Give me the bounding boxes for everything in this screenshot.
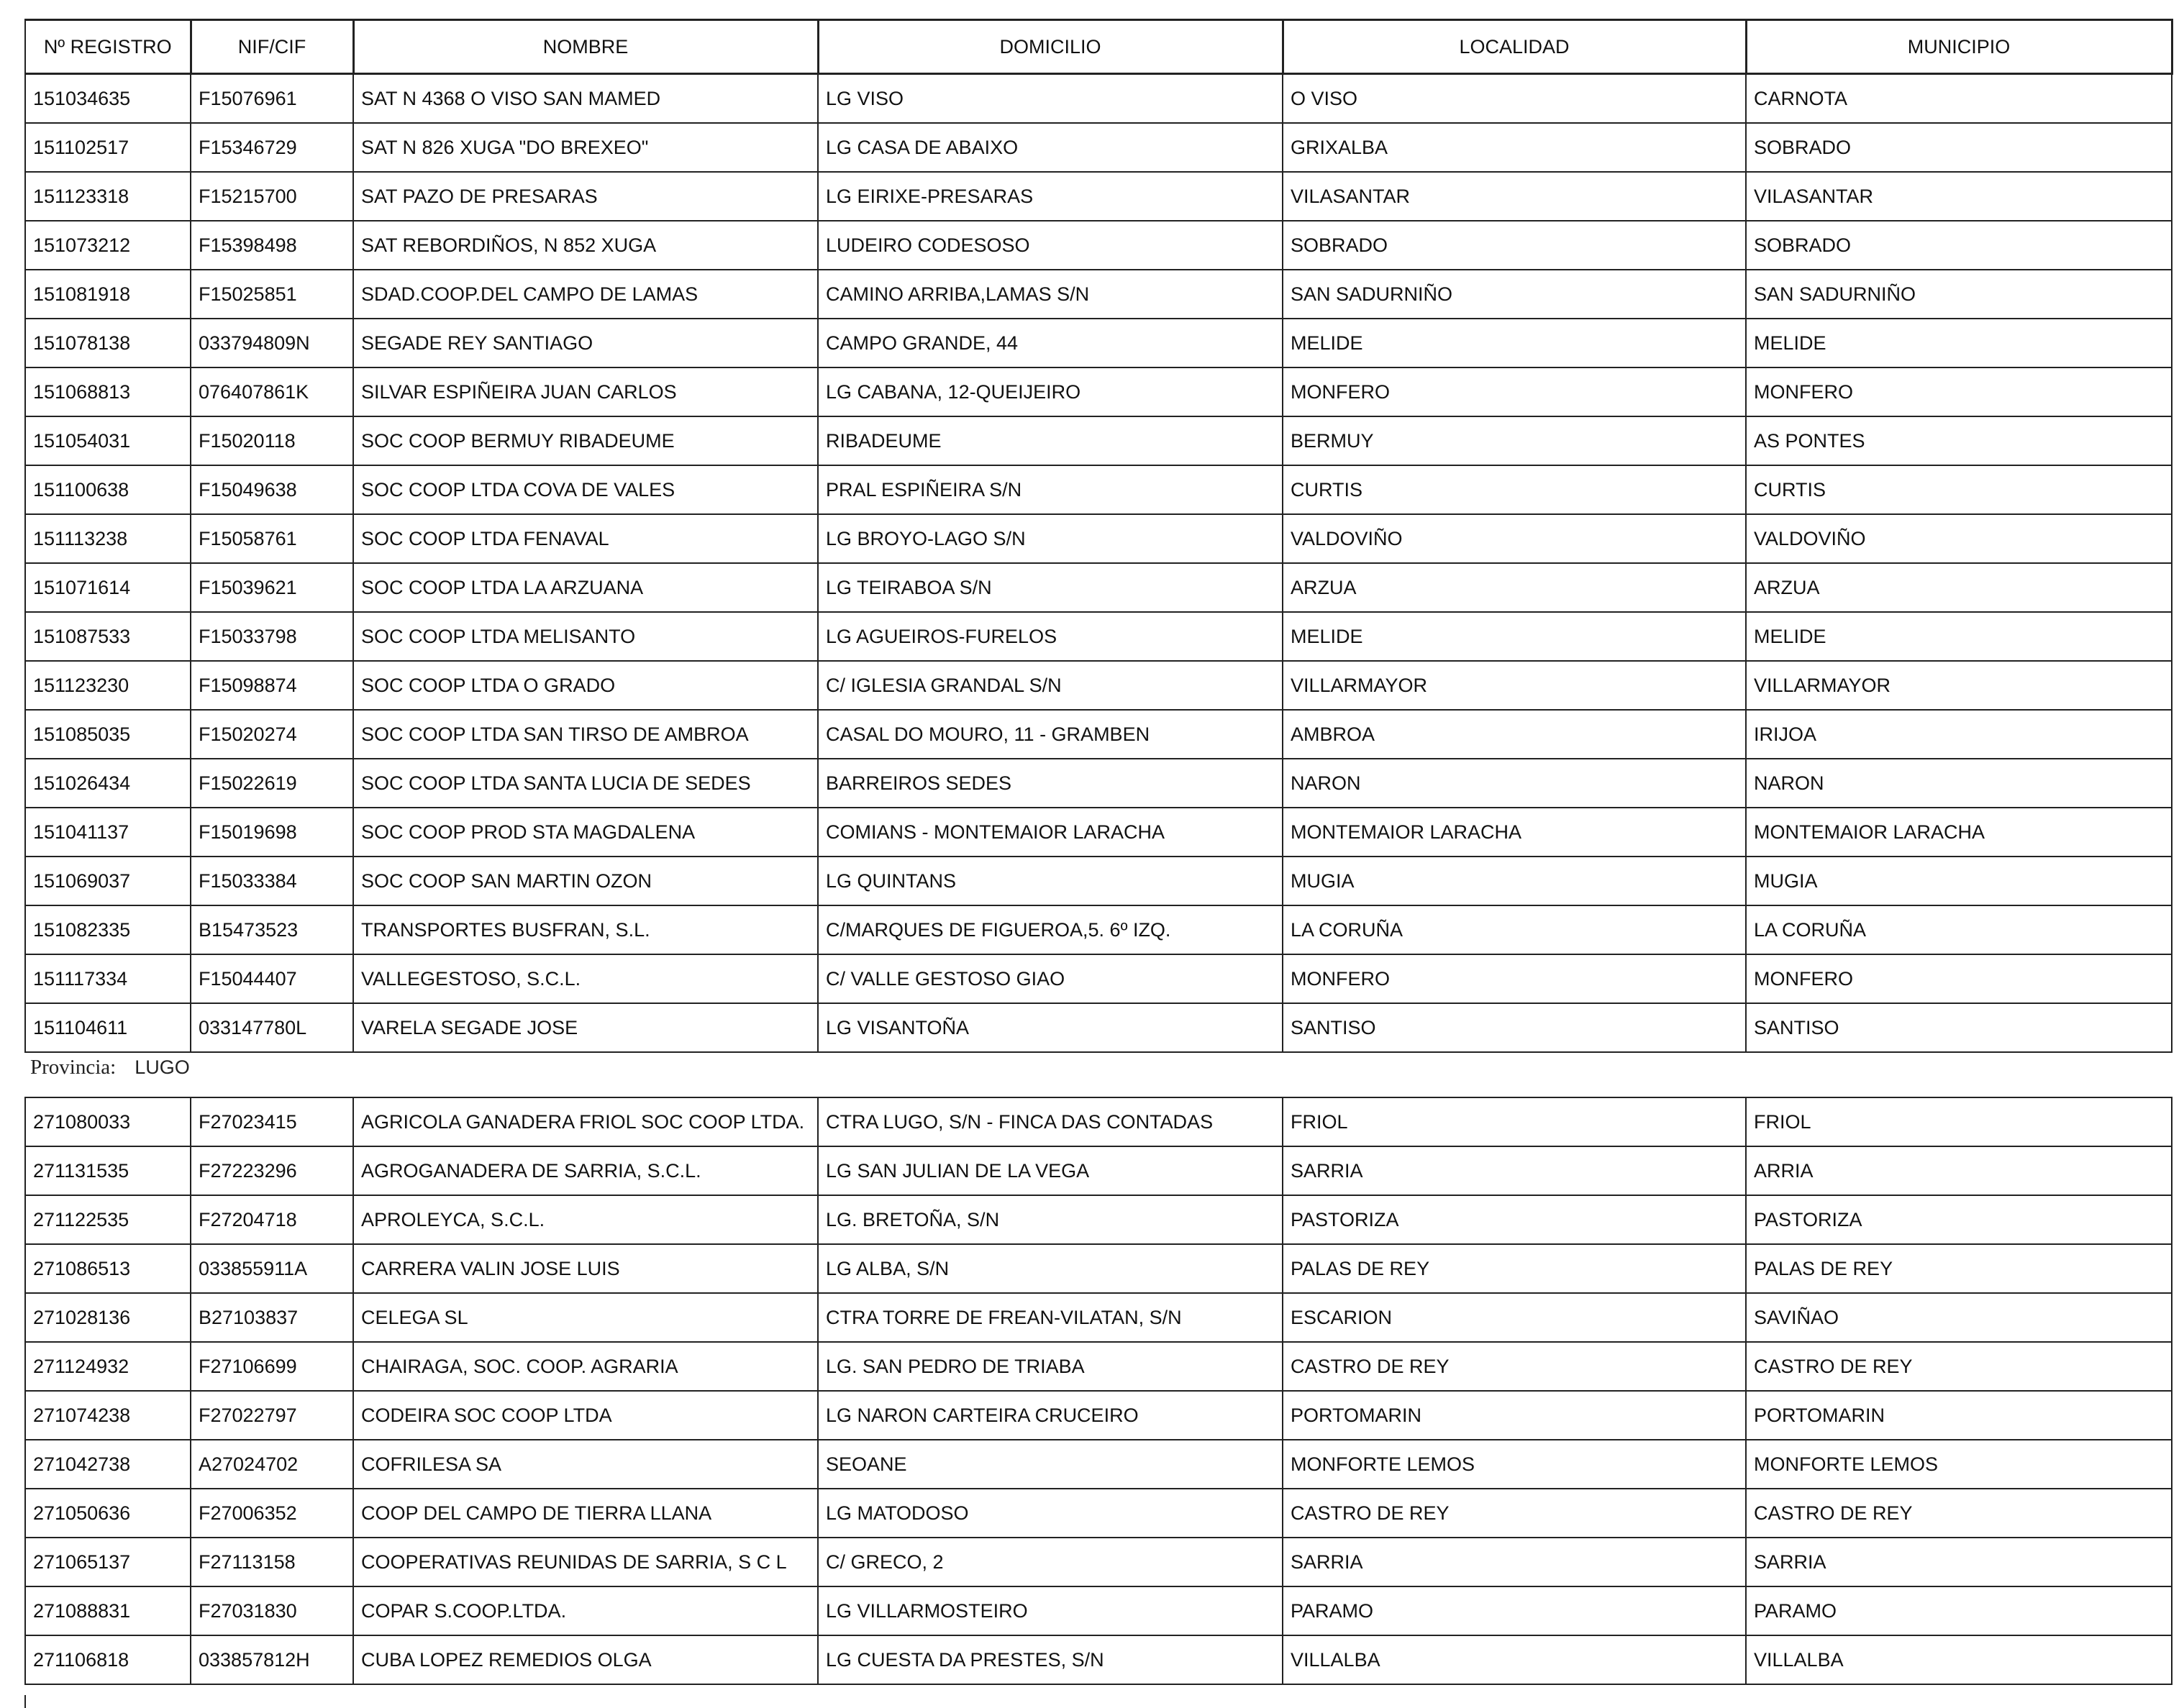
cell-registro: 151104611 xyxy=(25,1003,191,1052)
cell-nif: 033794809N xyxy=(191,319,353,367)
cell-registro: 151041137 xyxy=(25,808,191,857)
cell-localidad: ESCARION xyxy=(1283,1293,1746,1342)
cell-registro: 151117334 xyxy=(25,954,191,1003)
cell-registro: 271028136 xyxy=(25,1293,191,1342)
cell-domicilio: CAMPO GRANDE, 44 xyxy=(818,319,1283,367)
cell-domicilio: CTRA TORRE DE FREAN-VILATAN, S/N xyxy=(818,1293,1283,1342)
table-row xyxy=(25,710,2172,759)
cell-registro: 151087533 xyxy=(25,612,191,661)
cell-domicilio: LG VILLARMOSTEIRO xyxy=(818,1586,1283,1635)
cell-nif: F15020118 xyxy=(191,416,353,465)
table-row xyxy=(25,221,2172,270)
cell-nif: F15058761 xyxy=(191,514,353,563)
cell-domicilio: LG VISO xyxy=(818,74,1283,124)
cell-municipio: CASTRO DE REY xyxy=(1746,1489,2172,1538)
cell-registro: 271086513 xyxy=(25,1244,191,1293)
cell-nombre: TRANSPORTES BUSFRAN, S.L. xyxy=(353,905,818,954)
cell-registro: 151100638 xyxy=(25,465,191,514)
header-municipio: MUNICIPIO xyxy=(1746,20,2172,74)
cell-municipio: NARON xyxy=(1746,759,2172,808)
cell-registro: 151082335 xyxy=(25,905,191,954)
cell-nif: F27204718 xyxy=(191,1195,353,1244)
cell-localidad: BERMUY xyxy=(1283,416,1746,465)
cell-localidad: VILASANTAR xyxy=(1283,172,1746,221)
cell-nombre: AGROGANADERA DE SARRIA, S.C.L. xyxy=(353,1146,818,1195)
cell-localidad: PALAS DE REY xyxy=(1283,1244,1746,1293)
table-row xyxy=(25,1391,2172,1440)
cell-localidad: CASTRO DE REY xyxy=(1283,1342,1746,1391)
cell-municipio: MONFERO xyxy=(1746,367,2172,416)
cell-municipio: IRIJOA xyxy=(1746,710,2172,759)
cell-registro: 271131535 xyxy=(25,1146,191,1195)
province-value: LUGO xyxy=(135,1056,190,1078)
cell-nif: F27031830 xyxy=(191,1586,353,1635)
cell-nombre: SDAD.COOP.DEL CAMPO DE LAMAS xyxy=(353,270,818,319)
cell-municipio: SARRIA xyxy=(1746,1538,2172,1586)
cell-registro: 151081918 xyxy=(25,270,191,319)
cell-domicilio: COMIANS - MONTEMAIOR LARACHA xyxy=(818,808,1283,857)
table-row xyxy=(25,123,2172,172)
cell-nif: A27024702 xyxy=(191,1440,353,1489)
table-continuation xyxy=(24,1695,2172,1708)
table-row xyxy=(25,954,2172,1003)
cell-registro: 271050636 xyxy=(25,1489,191,1538)
cell-domicilio: LG AGUEIROS-FURELOS xyxy=(818,612,1283,661)
cell-registro: 271074238 xyxy=(25,1391,191,1440)
cell-domicilio: LG TEIRABOA S/N xyxy=(818,563,1283,612)
cell-municipio: MELIDE xyxy=(1746,319,2172,367)
cell-registro: 151085035 xyxy=(25,710,191,759)
cell-domicilio: LG ALBA, S/N xyxy=(818,1244,1283,1293)
cell-registro: 271065137 xyxy=(25,1538,191,1586)
table-row xyxy=(25,1293,2172,1342)
cell-nombre: SOC COOP LTDA COVA DE VALES xyxy=(353,465,818,514)
cell-nombre: COOPERATIVAS REUNIDAS DE SARRIA, S C L xyxy=(353,1538,818,1586)
table-row xyxy=(25,172,2172,221)
cell-registro: 151071614 xyxy=(25,563,191,612)
cell-nif: F15025851 xyxy=(191,270,353,319)
table-row xyxy=(25,1538,2172,1586)
cell-nif: F15019698 xyxy=(191,808,353,857)
table-row xyxy=(25,1342,2172,1391)
cell-registro: 151102517 xyxy=(25,123,191,172)
cell-nif: 033147780L xyxy=(191,1003,353,1052)
cell-municipio: MONFERO xyxy=(1746,954,2172,1003)
cell-registro: 151026434 xyxy=(25,759,191,808)
header-registro: Nº REGISTRO xyxy=(25,20,191,74)
cell-municipio: CURTIS xyxy=(1746,465,2172,514)
cell-nombre: CUBA LOPEZ REMEDIOS OLGA xyxy=(353,1635,818,1684)
cell-municipio: MUGIA xyxy=(1746,857,2172,905)
cell-nombre: SOC COOP LTDA FENAVAL xyxy=(353,514,818,563)
cell-registro: 271122535 xyxy=(25,1195,191,1244)
cell-domicilio: LG. SAN PEDRO DE TRIABA xyxy=(818,1342,1283,1391)
cell-nombre: VALLEGESTOSO, S.C.L. xyxy=(353,954,818,1003)
cell-nif: F15020274 xyxy=(191,710,353,759)
cell-municipio: MONTEMAIOR LARACHA xyxy=(1746,808,2172,857)
cell-domicilio: C/MARQUES DE FIGUEROA,5. 6º IZQ. xyxy=(818,905,1283,954)
cell-nombre: SOC COOP LTDA MELISANTO xyxy=(353,612,818,661)
cell-localidad: SARRIA xyxy=(1283,1538,1746,1586)
cell-domicilio: LG QUINTANS xyxy=(818,857,1283,905)
cell-registro: 271080033 xyxy=(25,1097,191,1146)
cell-nombre: SEGADE REY SANTIAGO xyxy=(353,319,818,367)
cell-registro: 151123318 xyxy=(25,172,191,221)
cell-municipio: SAVIÑAO xyxy=(1746,1293,2172,1342)
cell-municipio: CARNOTA xyxy=(1746,74,2172,124)
cell-municipio: ARZUA xyxy=(1746,563,2172,612)
cell-nif: B27103837 xyxy=(191,1293,353,1342)
cell-nombre: SOC COOP LTDA LA ARZUANA xyxy=(353,563,818,612)
cell-municipio: LA CORUÑA xyxy=(1746,905,2172,954)
cell-municipio: PALAS DE REY xyxy=(1746,1244,2172,1293)
cell-nif: F27023415 xyxy=(191,1097,353,1146)
cell-nombre: SOC COOP SAN MARTIN OZON xyxy=(353,857,818,905)
header-domicilio: DOMICILIO xyxy=(818,20,1283,74)
cell-domicilio: BARREIROS SEDES xyxy=(818,759,1283,808)
cell-localidad: MUGIA xyxy=(1283,857,1746,905)
cell-nif: F15022619 xyxy=(191,759,353,808)
table-row xyxy=(25,367,2172,416)
cell-domicilio: LG. BRETOÑA, S/N xyxy=(818,1195,1283,1244)
header-nif: NIF/CIF xyxy=(191,20,353,74)
cell-localidad: NARON xyxy=(1283,759,1746,808)
cell-localidad: MELIDE xyxy=(1283,612,1746,661)
cell-domicilio: C/ VALLE GESTOSO GIAO xyxy=(818,954,1283,1003)
cell-localidad: MELIDE xyxy=(1283,319,1746,367)
header-nombre: NOMBRE xyxy=(353,20,818,74)
cell-localidad: FRIOL xyxy=(1283,1097,1746,1146)
cell-registro: 271124932 xyxy=(25,1342,191,1391)
table-row xyxy=(25,1635,2172,1684)
cell-nombre: SILVAR ESPIÑEIRA JUAN CARLOS xyxy=(353,367,818,416)
cell-nombre: CELEGA SL xyxy=(353,1293,818,1342)
cell-nif: F27022797 xyxy=(191,1391,353,1440)
cell-nif: F15098874 xyxy=(191,661,353,710)
cell-domicilio: C/ GRECO, 2 xyxy=(818,1538,1283,1586)
cell-nombre: SOC COOP BERMUY RIBADEUME xyxy=(353,416,818,465)
cell-nif: F15049638 xyxy=(191,465,353,514)
cell-domicilio: LG NARON CARTEIRA CRUCEIRO xyxy=(818,1391,1283,1440)
table-row xyxy=(25,563,2172,612)
cell-localidad: LA CORUÑA xyxy=(1283,905,1746,954)
table-row xyxy=(25,1003,2172,1052)
cell-domicilio: LG MATODOSO xyxy=(818,1489,1283,1538)
cell-localidad: SARRIA xyxy=(1283,1146,1746,1195)
cell-municipio: PASTORIZA xyxy=(1746,1195,2172,1244)
cell-nif: F15044407 xyxy=(191,954,353,1003)
cell-nif: F27106699 xyxy=(191,1342,353,1391)
cell-nif: F15033798 xyxy=(191,612,353,661)
cell-nombre: SOC COOP LTDA SANTA LUCIA DE SEDES xyxy=(353,759,818,808)
cell-domicilio: LG EIRIXE-PRESARAS xyxy=(818,172,1283,221)
cell-municipio: SOBRADO xyxy=(1746,221,2172,270)
cell-nombre: APROLEYCA, S.C.L. xyxy=(353,1195,818,1244)
cell-localidad: SOBRADO xyxy=(1283,221,1746,270)
header-localidad: LOCALIDAD xyxy=(1283,20,1746,74)
cell-nif: 033855911A xyxy=(191,1244,353,1293)
cell-nombre: SOC COOP PROD STA MAGDALENA xyxy=(353,808,818,857)
cell-municipio: MONFORTE LEMOS xyxy=(1746,1440,2172,1489)
cell-localidad: CURTIS xyxy=(1283,465,1746,514)
cell-municipio: SAN SADURNIÑO xyxy=(1746,270,2172,319)
cell-domicilio: LG SAN JULIAN DE LA VEGA xyxy=(818,1146,1283,1195)
cell-domicilio: CASAL DO MOURO, 11 - GRAMBEN xyxy=(818,710,1283,759)
cell-nombre: SAT N 826 XUGA "DO BREXEO" xyxy=(353,123,818,172)
cell-domicilio: LUDEIRO CODESOSO xyxy=(818,221,1283,270)
cell-nif: F15033384 xyxy=(191,857,353,905)
cell-localidad: AMBROA xyxy=(1283,710,1746,759)
cell-nif: F15398498 xyxy=(191,221,353,270)
cell-localidad: CASTRO DE REY xyxy=(1283,1489,1746,1538)
table-row xyxy=(25,465,2172,514)
cell-localidad: MONFERO xyxy=(1283,954,1746,1003)
cell-localidad: MONFORTE LEMOS xyxy=(1283,1440,1746,1489)
cell-domicilio: PRAL ESPIÑEIRA S/N xyxy=(818,465,1283,514)
cell-domicilio: LG CUESTA DA PRESTES, S/N xyxy=(818,1635,1283,1684)
header-row xyxy=(25,20,2172,74)
cell-localidad: SAN SADURNIÑO xyxy=(1283,270,1746,319)
cell-registro: 271088831 xyxy=(25,1586,191,1635)
cell-registro: 151069037 xyxy=(25,857,191,905)
cell-localidad: O VISO xyxy=(1283,74,1746,124)
cell-registro: 151068813 xyxy=(25,367,191,416)
cell-nombre: SAT N 4368 O VISO SAN MAMED xyxy=(353,74,818,124)
cell-domicilio: LG VISANTOÑA xyxy=(818,1003,1283,1052)
table-row xyxy=(25,1440,2172,1489)
cell-nif: F15346729 xyxy=(191,123,353,172)
cell-registro: 151054031 xyxy=(25,416,191,465)
cell-municipio: CASTRO DE REY xyxy=(1746,1342,2172,1391)
cell-nombre: SAT REBORDIÑOS, N 852 XUGA xyxy=(353,221,818,270)
cell-nombre: SOC COOP LTDA SAN TIRSO DE AMBROA xyxy=(353,710,818,759)
cell-domicilio: CTRA LUGO, S/N - FINCA DAS CONTADAS xyxy=(818,1097,1283,1146)
cell-nombre: CARRERA VALIN JOSE LUIS xyxy=(353,1244,818,1293)
cell-domicilio: SEOANE xyxy=(818,1440,1283,1489)
cell-domicilio: RIBADEUME xyxy=(818,416,1283,465)
table-row xyxy=(25,905,2172,954)
cell-nif: F27113158 xyxy=(191,1538,353,1586)
table-row xyxy=(25,319,2172,367)
cell-nif: B15473523 xyxy=(191,905,353,954)
table-row xyxy=(25,857,2172,905)
cell-localidad: PASTORIZA xyxy=(1283,1195,1746,1244)
cell-municipio: VALDOVIÑO xyxy=(1746,514,2172,563)
table-row xyxy=(25,1195,2172,1244)
cell-nif: 076407861K xyxy=(191,367,353,416)
cell-municipio: MELIDE xyxy=(1746,612,2172,661)
cell-nombre: COPAR S.COOP.LTDA. xyxy=(353,1586,818,1635)
registry-table-lugo xyxy=(24,1097,2172,1685)
cell-nif: F15215700 xyxy=(191,172,353,221)
cell-localidad: PORTOMARIN xyxy=(1283,1391,1746,1440)
cell-nombre: CHAIRAGA, SOC. COOP. AGRARIA xyxy=(353,1342,818,1391)
cell-municipio: VILLALBA xyxy=(1746,1635,2172,1684)
cell-localidad: GRIXALBA xyxy=(1283,123,1746,172)
cell-localidad: SANTISO xyxy=(1283,1003,1746,1052)
cell-registro: 271106818 xyxy=(25,1635,191,1684)
cell-domicilio: LG BROYO-LAGO S/N xyxy=(818,514,1283,563)
table-row xyxy=(25,1097,2172,1146)
table-row xyxy=(25,612,2172,661)
cell-domicilio: CAMINO ARRIBA,LAMAS S/N xyxy=(818,270,1283,319)
cell-localidad: PARAMO xyxy=(1283,1586,1746,1635)
cell-nombre: SAT PAZO DE PRESARAS xyxy=(353,172,818,221)
province-label: Provincia: xyxy=(30,1056,117,1079)
cell-municipio: VILLARMAYOR xyxy=(1746,661,2172,710)
cell-nif: F15039621 xyxy=(191,563,353,612)
cell-nif: F27223296 xyxy=(191,1146,353,1195)
cell-nif: F15076961 xyxy=(191,74,353,124)
cell-nombre: SOC COOP LTDA O GRADO xyxy=(353,661,818,710)
cell-municipio: PARAMO xyxy=(1746,1586,2172,1635)
cell-registro: 151113238 xyxy=(25,514,191,563)
cell-domicilio: LG CASA DE ABAIXO xyxy=(818,123,1283,172)
table-row xyxy=(25,661,2172,710)
cell-localidad: VILLARMAYOR xyxy=(1283,661,1746,710)
cell-municipio: ARRIA xyxy=(1746,1146,2172,1195)
cell-nif: F27006352 xyxy=(191,1489,353,1538)
table-row xyxy=(25,270,2172,319)
cell-municipio: PORTOMARIN xyxy=(1746,1391,2172,1440)
cell-localidad: MONFERO xyxy=(1283,367,1746,416)
cell-nombre: COFRILESA SA xyxy=(353,1440,818,1489)
table-row xyxy=(25,1586,2172,1635)
table-row xyxy=(25,1244,2172,1293)
cell-nif: 033857812H xyxy=(191,1635,353,1684)
table-row xyxy=(25,514,2172,563)
cell-domicilio: LG CABANA, 12-QUEIJEIRO xyxy=(818,367,1283,416)
cell-registro: 271042738 xyxy=(25,1440,191,1489)
table-row xyxy=(25,1489,2172,1538)
province-label-row xyxy=(30,1056,190,1079)
table-row xyxy=(25,808,2172,857)
cell-municipio: SANTISO xyxy=(1746,1003,2172,1052)
registry-table-coruna xyxy=(24,19,2173,1053)
cell-registro: 151078138 xyxy=(25,319,191,367)
table-row xyxy=(25,74,2172,124)
cell-localidad: ARZUA xyxy=(1283,563,1746,612)
cell-municipio: SOBRADO xyxy=(1746,123,2172,172)
cell-localidad: VILLALBA xyxy=(1283,1635,1746,1684)
cell-localidad: VALDOVIÑO xyxy=(1283,514,1746,563)
cell-registro: 151123230 xyxy=(25,661,191,710)
cell-nombre: COOP DEL CAMPO DE TIERRA LLANA xyxy=(353,1489,818,1538)
cell-nombre: VARELA SEGADE JOSE xyxy=(353,1003,818,1052)
cell-nombre: CODEIRA SOC COOP LTDA xyxy=(353,1391,818,1440)
cell-municipio: AS PONTES xyxy=(1746,416,2172,465)
cell-municipio: FRIOL xyxy=(1746,1097,2172,1146)
table-row xyxy=(25,1146,2172,1195)
cell-localidad: MONTEMAIOR LARACHA xyxy=(1283,808,1746,857)
cell-registro: 151073212 xyxy=(25,221,191,270)
cell-nombre: AGRICOLA GANADERA FRIOL SOC COOP LTDA. xyxy=(353,1097,818,1146)
table-row xyxy=(25,416,2172,465)
cell-domicilio: C/ IGLESIA GRANDAL S/N xyxy=(818,661,1283,710)
table-row xyxy=(25,759,2172,808)
cell-registro: 151034635 xyxy=(25,74,191,124)
cell-municipio: VILASANTAR xyxy=(1746,172,2172,221)
